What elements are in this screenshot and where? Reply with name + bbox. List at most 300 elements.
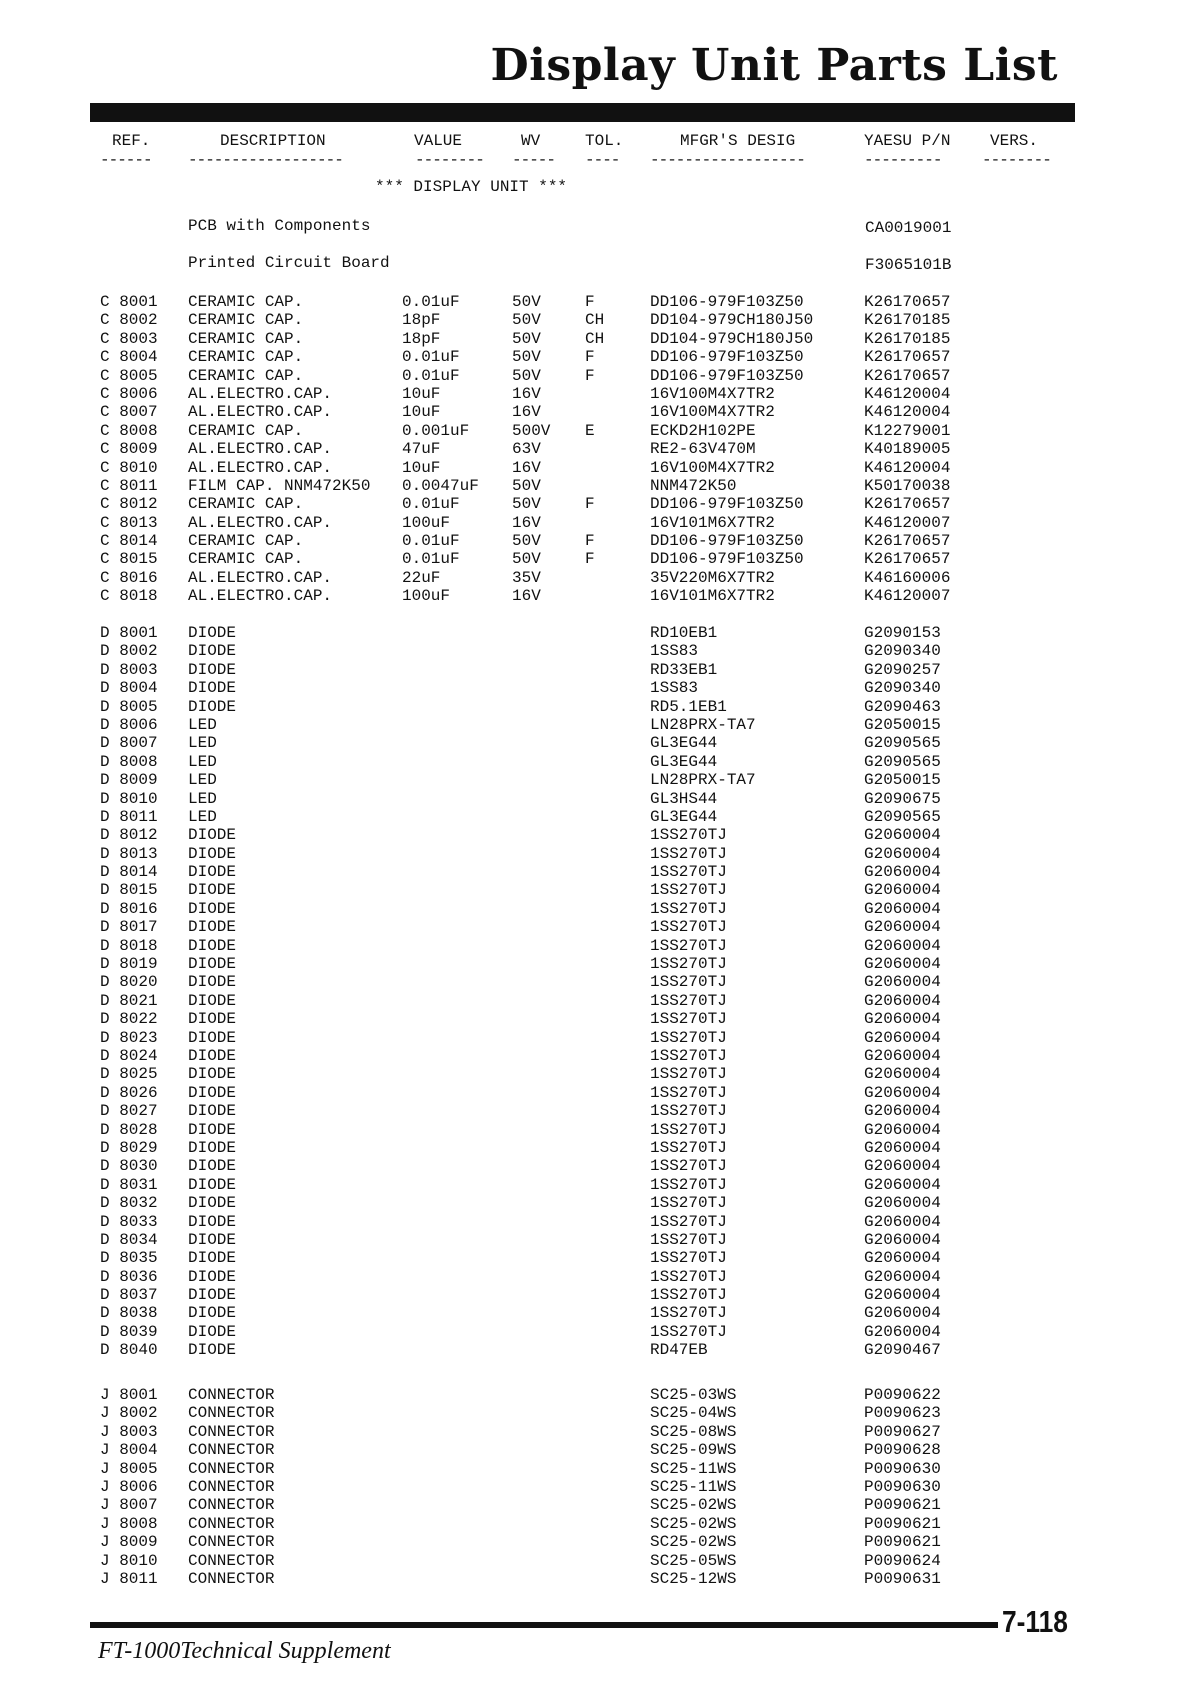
description-cell: LED [188,734,217,753]
yaesu-pn-cell: G2060004 [864,899,941,918]
ref-cell: D 8018 [100,936,158,955]
wv-cell: 16V [512,587,541,606]
ref-cell: J 8009 [100,1533,158,1552]
ref-cell: C 8002 [100,311,158,330]
mfgr-cell: 1SS270TJ [650,1175,727,1194]
description-cell: CONNECTOR [188,1422,275,1441]
dash-tol: ---- [585,151,620,169]
dash-value: -------- [415,151,484,169]
yaesu-pn-cell: G2060004 [864,1083,941,1102]
yaesu-pn-cell: G2060004 [864,955,941,974]
ref-cell: D 8015 [100,881,158,900]
description-cell: CONNECTOR [188,1386,275,1404]
capacitors-col-wv [512,293,550,606]
ref-cell: D 8013 [100,844,158,863]
dash-mfgr: ------------------ [650,151,805,169]
tol-cell: F [585,550,595,569]
description-cell: LED [188,752,217,771]
mfgr-cell: SC25-12WS [650,1569,737,1588]
ref-cell: D 8006 [100,715,158,734]
ref-cell: D 8005 [100,697,158,716]
description-cell: DIODE [188,1046,237,1065]
wv-cell: 50V [512,366,541,385]
mfgr-cell: SC25-08WS [650,1422,737,1441]
yaesu-pn-cell: K26170185 [864,329,951,348]
description-cell: DIODE [188,1083,237,1102]
ref-cell: D 8035 [100,1249,158,1268]
mfgr-cell: RE2-63V470M [650,440,756,459]
mfgr-cell: 1SS270TJ [650,1120,727,1139]
yaesu-pn-cell: G2050015 [864,715,941,734]
yaesu-pn-cell: G2060004 [864,1249,941,1268]
yaesu-pn-cell: K26170657 [864,293,951,311]
description-cell: CERAMIC CAP. [188,495,304,514]
value-cell: 100uF [402,513,451,532]
mfgr-cell: DD106-979F103Z50 [650,348,804,367]
description-cell: DIODE [188,1138,237,1157]
mfgr-cell: 1SS270TJ [650,1102,727,1121]
wv-cell: 16V [512,513,541,532]
yaesu-pn-cell: G2060004 [864,1138,941,1157]
yaesu-pn-cell: G2090340 [864,679,941,698]
mfgr-cell: 1SS270TJ [650,1322,727,1341]
yaesu-pn-cell: G2090675 [864,789,941,808]
mfgr-cell: 1SS270TJ [650,1028,727,1047]
tol-cell: F [585,348,595,367]
yaesu-pn-cell: P0090630 [864,1477,941,1496]
title-rule [90,103,1075,122]
yaesu-pn-cell: K26170185 [864,311,951,330]
yaesu-pn-cell: G2060004 [864,1102,941,1121]
mfgr-cell: GL3EG44 [650,752,718,771]
yaesu-pn-cell: G2090153 [864,624,941,642]
tol-cell: F [585,532,595,551]
yaesu-pn-cell: G2060004 [864,844,941,863]
yaesu-pn-cell: K26170657 [864,550,951,569]
yaesu-pn-cell: G2060004 [864,1304,941,1323]
yaesu-pn-cell: G2090463 [864,697,941,716]
yaesu-pn-cell: P0090630 [864,1459,941,1478]
ref-cell: C 8008 [100,421,158,440]
header-tol: TOL. [585,132,624,150]
yaesu-pn-cell: P0090623 [864,1404,941,1423]
ref-cell: C 8001 [100,293,158,311]
value-cell: 100uF [402,587,451,606]
header-description: DESCRIPTION [220,132,326,150]
mfgr-cell: 1SS270TJ [650,1083,727,1102]
description-cell: DIODE [188,1102,237,1121]
mfgr-cell: 1SS270TJ [650,973,727,992]
description-cell: CERAMIC CAP. [188,532,304,551]
description-cell: CONNECTOR [188,1533,275,1552]
ref-cell: J 8003 [100,1422,158,1441]
ref-cell: D 8019 [100,955,158,974]
description-cell: AL.ELECTRO.CAP. [188,440,333,459]
yaesu-pn-cell: G2060004 [864,1322,941,1341]
description-cell: FILM CAP. NNM472K50 [188,476,371,495]
mfgr-cell: LN28PRX-TA7 [650,771,756,790]
mfgr-cell: 1SS270TJ [650,863,727,882]
mfgr-cell: 1SS270TJ [650,899,727,918]
yaesu-pn-cell: G2090565 [864,752,941,771]
description-cell: CONNECTOR [188,1569,275,1588]
description-cell: DIODE [188,1304,237,1323]
description-cell: CONNECTOR [188,1496,275,1515]
mfgr-cell: GL3EG44 [650,734,718,753]
ref-cell: D 8020 [100,973,158,992]
yaesu-pn-cell: G2090340 [864,642,941,661]
description-cell: DIODE [188,863,237,882]
ref-cell: C 8011 [100,476,158,495]
ref-cell: C 8014 [100,532,158,551]
description-cell: DIODE [188,1157,237,1176]
tol-cell [585,514,604,532]
yaesu-pn-cell: P0090627 [864,1422,941,1441]
dash-yaesu: --------- [864,151,942,169]
tol-cell: F [585,366,595,385]
yaesu-pn-cell: K12279001 [864,421,951,440]
mfgr-cell: LN28PRX-TA7 [650,715,756,734]
ref-cell: J 8008 [100,1514,158,1533]
ref-cell: C 8015 [100,550,158,569]
yaesu-pn-cell: G2060004 [864,1175,941,1194]
tol-cell [585,587,604,605]
yaesu-pn-cell: G2090467 [864,1341,941,1360]
ref-cell: J 8006 [100,1477,158,1496]
ref-cell: D 8004 [100,679,158,698]
dash-vers: -------- [982,151,1051,169]
mfgr-cell: 16V100M4X7TR2 [650,384,775,403]
mfgr-cell: 16V101M6X7TR2 [650,587,775,606]
yaesu-pn-cell: P0090631 [864,1569,941,1588]
yaesu-pn-cell: P0090621 [864,1514,941,1533]
ref-cell: D 8022 [100,1010,158,1029]
yaesu-pn-cell: G2060004 [864,1212,941,1231]
capacitors-col-value [402,293,479,606]
mfgr-cell: 1SS270TJ [650,1212,727,1231]
mfgr-cell: SC25-03WS [650,1386,737,1404]
value-cell: 10uF [402,458,441,477]
wv-cell: 50V [512,311,541,330]
ref-cell: C 8003 [100,329,158,348]
description-cell: LED [188,715,217,734]
description-cell: DIODE [188,1175,237,1194]
description-cell: DIODE [188,624,237,642]
tol-cell: E [585,421,595,440]
header-vers: VERS. [990,132,1039,150]
yaesu-pn-cell: G2060004 [864,991,941,1010]
dash-ref: ------ [100,151,152,169]
description-cell: CONNECTOR [188,1404,275,1423]
value-cell: 0.001uF [402,421,470,440]
description-cell: DIODE [188,642,237,661]
yaesu-pn-cell: P0090624 [864,1551,941,1570]
dash-description: ------------------ [188,151,343,169]
wv-cell: 500V [512,421,551,440]
description-cell: DIODE [188,881,237,900]
ref-cell: D 8023 [100,1028,158,1047]
tol-cell [585,459,604,477]
mfgr-cell: 1SS270TJ [650,1286,727,1305]
ref-cell: D 8026 [100,1083,158,1102]
yaesu-pn-cell: G2060004 [864,1120,941,1139]
description-cell: DIODE [188,844,237,863]
value-cell: 0.01uF [402,550,460,569]
ref-cell: D 8038 [100,1304,158,1323]
description-cell: AL.ELECTRO.CAP. [188,587,333,606]
description-cell: DIODE [188,955,237,974]
header-wv: WV [521,132,541,150]
description-cell: AL.ELECTRO.CAP. [188,458,333,477]
mfgr-cell: SC25-02WS [650,1533,737,1552]
value-cell: 10uF [402,384,441,403]
yaesu-pn-cell: K46160006 [864,568,951,587]
description-cell: CONNECTOR [188,1477,275,1496]
mfgr-cell: SC25-11WS [650,1477,737,1496]
pcb-board-pn: F3065101B [865,256,952,274]
yaesu-pn-cell: G2060004 [864,918,941,937]
wv-cell: 50V [512,348,541,367]
description-cell: DIODE [188,1286,237,1305]
description-cell: DIODE [188,1230,237,1249]
mfgr-cell: 1SS270TJ [650,918,727,937]
ref-cell: D 8032 [100,1194,158,1213]
capacitors-col-mfgr [650,293,813,606]
ref-cell: D 8040 [100,1341,158,1360]
ref-cell: D 8025 [100,1065,158,1084]
description-cell: LED [188,771,217,790]
section-title: *** DISPLAY UNIT *** [375,178,568,196]
yaesu-pn-cell: K46120007 [864,587,951,606]
tol-cell [585,569,604,587]
ref-cell: D 8034 [100,1230,158,1249]
yaesu-pn-cell: K46120004 [864,458,951,477]
yaesu-pn-cell: K26170657 [864,366,951,385]
header-yaesu: YAESU P/N [864,132,951,150]
capacitors-col-tol [585,293,604,606]
header-mfgr: MFGR'S DESIG [680,132,796,150]
wv-cell: 16V [512,458,541,477]
mfgr-cell: 1SS270TJ [650,1046,727,1065]
mfgr-cell: 16V100M4X7TR2 [650,458,775,477]
value-cell: 47uF [402,440,441,459]
header-value: VALUE [414,132,463,150]
mfgr-cell: DD106-979F103Z50 [650,550,804,569]
description-cell: CERAMIC CAP. [188,293,304,311]
pcb-components-pn: CA0019001 [865,219,952,237]
description-cell: DIODE [188,1212,237,1231]
wv-cell: 16V [512,384,541,403]
tol-cell: CH [585,311,605,330]
mfgr-cell: 1SS83 [650,642,699,661]
value-cell: 0.01uF [402,293,460,311]
description-cell: DIODE [188,697,237,716]
description-cell: DIODE [188,1341,237,1360]
ref-cell: C 8004 [100,348,158,367]
description-cell: DIODE [188,991,237,1010]
ref-cell: D 8031 [100,1175,158,1194]
description-cell: DIODE [188,660,237,679]
description-cell: AL.ELECTRO.CAP. [188,384,333,403]
ref-cell: D 8021 [100,991,158,1010]
yaesu-pn-cell: G2060004 [864,936,941,955]
yaesu-pn-cell: P0090622 [864,1386,941,1404]
value-cell: 0.01uF [402,532,460,551]
tol-cell [585,385,604,403]
mfgr-cell: 1SS270TJ [650,881,727,900]
capacitors-col-yaesu-pn [864,293,950,606]
pcb-components-description: PCB with Components [188,217,371,235]
dash-wv: ----- [512,151,556,169]
ref-cell: D 8012 [100,826,158,845]
mfgr-cell: 1SS270TJ [650,1138,727,1157]
mfgr-cell: NNM472K50 [650,476,737,495]
description-cell: CONNECTOR [188,1551,275,1570]
wv-cell: 35V [512,568,541,587]
description-cell: DIODE [188,1028,237,1047]
mfgr-cell: 35V220M6X7TR2 [650,568,775,587]
wv-cell: 63V [512,440,541,459]
description-cell: CERAMIC CAP. [188,366,304,385]
tol-cell: F [585,293,595,311]
diodes-col-yaesu-pn [864,624,941,1360]
description-cell: LED [188,789,217,808]
value-cell: 22uF [402,568,441,587]
ref-cell: C 8005 [100,366,158,385]
mfgr-cell: RD10EB1 [650,624,718,642]
yaesu-pn-cell: G2050015 [864,771,941,790]
ref-cell: J 8007 [100,1496,158,1515]
ref-cell: D 8037 [100,1286,158,1305]
yaesu-pn-cell: K50170038 [864,476,951,495]
description-cell: DIODE [188,1249,237,1268]
ref-cell: C 8018 [100,587,158,606]
mfgr-cell: DD106-979F103Z50 [650,366,804,385]
ref-cell: C 8007 [100,403,158,422]
capacitors-col-ref [100,293,158,606]
mfgr-cell: 1SS270TJ [650,1249,727,1268]
page-number: 7-118 [1002,1604,1068,1639]
ref-cell: C 8012 [100,495,158,514]
footer-rule [90,1622,998,1628]
mfgr-cell: SC25-02WS [650,1496,737,1515]
tol-cell [585,403,604,421]
description-cell: DIODE [188,679,237,698]
ref-cell: D 8010 [100,789,158,808]
mfgr-cell: SC25-05WS [650,1551,737,1570]
mfgr-cell: DD106-979F103Z50 [650,293,804,311]
value-cell: 10uF [402,403,441,422]
header-ref: REF. [112,132,151,150]
description-cell: AL.ELECTRO.CAP. [188,403,333,422]
diodes-col-ref [100,624,158,1360]
mfgr-cell: SC25-02WS [650,1514,737,1533]
ref-cell: J 8004 [100,1441,158,1460]
yaesu-pn-cell: G2060004 [864,1157,941,1176]
description-cell: CERAMIC CAP. [188,550,304,569]
mfgr-cell: DD104-979CH180J50 [650,329,814,348]
mfgr-cell: 1SS270TJ [650,1304,727,1323]
mfgr-cell: 1SS270TJ [650,1230,727,1249]
description-cell: CERAMIC CAP. [188,329,304,348]
ref-cell: D 8011 [100,807,158,826]
mfgr-cell: 1SS83 [650,679,699,698]
description-cell: CONNECTOR [188,1514,275,1533]
ref-cell: C 8013 [100,513,158,532]
ref-cell: D 8028 [100,1120,158,1139]
yaesu-pn-cell: G2060004 [864,1010,941,1029]
ref-cell: D 8014 [100,863,158,882]
footer-title: FT-1000Technical Supplement [98,1638,391,1664]
ref-cell: D 8008 [100,752,158,771]
yaesu-pn-cell: K26170657 [864,348,951,367]
ref-cell: D 8027 [100,1102,158,1121]
mfgr-cell: 1SS270TJ [650,1194,727,1213]
yaesu-pn-cell: G2060004 [864,973,941,992]
yaesu-pn-cell: G2060004 [864,1028,941,1047]
wv-cell: 50V [512,329,541,348]
yaesu-pn-cell: P0090628 [864,1441,941,1460]
ref-cell: C 8009 [100,440,158,459]
mfgr-cell: 16V101M6X7TR2 [650,513,775,532]
ref-cell: J 8010 [100,1551,158,1570]
mfgr-cell: ECKD2H102PE [650,421,756,440]
wv-cell: 50V [512,550,541,569]
yaesu-pn-cell: K46120007 [864,513,951,532]
wv-cell: 50V [512,476,541,495]
mfgr-cell: RD5.1EB1 [650,697,727,716]
page-title: Display Unit Parts List [490,40,1058,91]
wv-cell: 50V [512,532,541,551]
yaesu-pn-cell: G2060004 [864,826,941,845]
ref-cell: D 8024 [100,1046,158,1065]
description-cell: DIODE [188,1267,237,1286]
value-cell: 0.01uF [402,366,460,385]
ref-cell: D 8009 [100,771,158,790]
diodes-col-description [188,624,236,1360]
ref-cell: J 8011 [100,1569,158,1588]
description-cell: LED [188,807,217,826]
value-cell: 0.01uF [402,348,460,367]
yaesu-pn-cell: P0090621 [864,1496,941,1515]
description-cell: DIODE [188,973,237,992]
value-cell: 18pF [402,311,441,330]
description-cell: CONNECTOR [188,1441,275,1460]
ref-cell: D 8003 [100,660,158,679]
yaesu-pn-cell: K40189005 [864,440,951,459]
mfgr-cell: 1SS270TJ [650,844,727,863]
tol-cell [585,477,604,495]
description-cell: AL.ELECTRO.CAP. [188,513,333,532]
capacitors-col-description [188,293,370,606]
mfgr-cell: GL3HS44 [650,789,718,808]
connectors-col-description [188,1386,274,1588]
yaesu-pn-cell: G2060004 [864,1194,941,1213]
description-cell: DIODE [188,936,237,955]
yaesu-pn-cell: G2060004 [864,881,941,900]
ref-cell: C 8010 [100,458,158,477]
ref-cell: C 8006 [100,384,158,403]
description-cell: DIODE [188,1120,237,1139]
description-cell: DIODE [188,1065,237,1084]
ref-cell: D 8007 [100,734,158,753]
ref-cell: D 8033 [100,1212,158,1231]
ref-cell: D 8001 [100,624,158,642]
mfgr-cell: 1SS270TJ [650,1010,727,1029]
description-cell: DIODE [188,1322,237,1341]
description-cell: DIODE [188,1194,237,1213]
mfgr-cell: 1SS270TJ [650,826,727,845]
